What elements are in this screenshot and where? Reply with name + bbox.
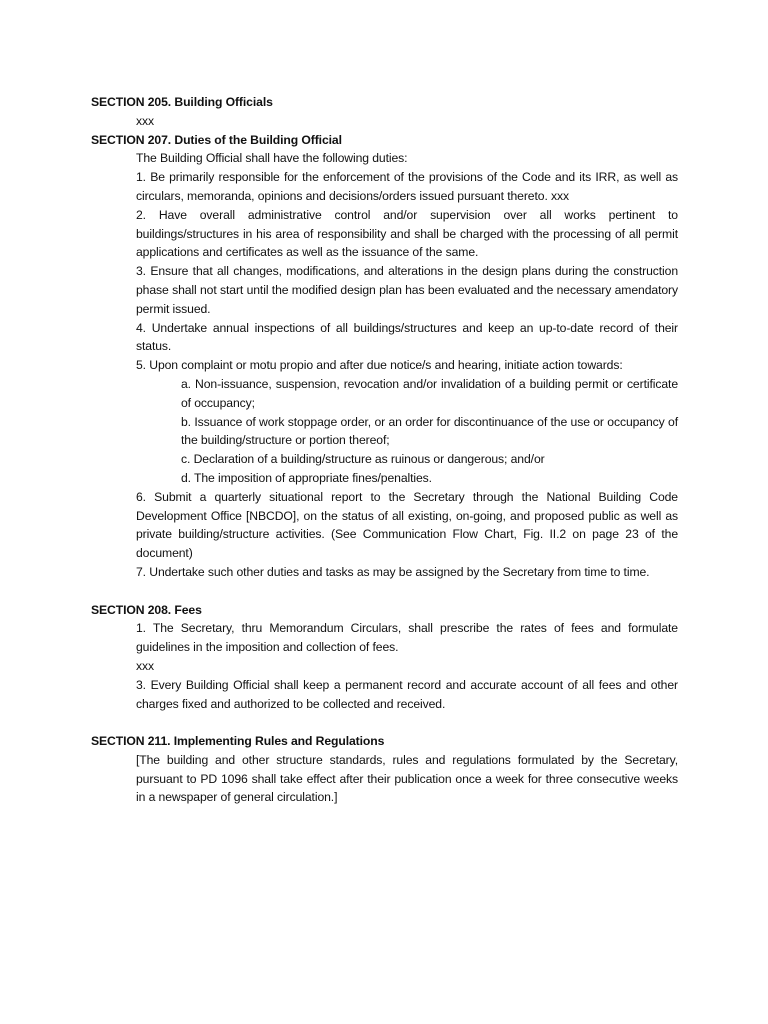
duty-item-5: 5. Upon complaint or motu propio and after due notice/s and hearing, initiate action towards:: [136, 358, 623, 373]
duty-item-3: 3. Ensure that all changes, modifications, and alterations in the design plans during the construction phase shall not start until the modified design plan has been evaluated and the necessary amendatory permit issued.: [136, 264, 678, 316]
section-207-title: SECTION 207. Duties of the Building Official: [91, 132, 342, 147]
section-spacer: [91, 713, 678, 732]
duty-subitem-c: c. Declaration of a building/structure as ruinous or dangerous; and/or: [181, 452, 545, 467]
section-205-title: SECTION 205. Building Officials: [91, 95, 273, 109]
section-211-body: [The building and other structure standards, rules and regulations formulated by the Secretary, pursuant to PD 1096 shall take effect after their publication once a week for three consecutive weeks in a newspaper of general circulation.]: [136, 752, 678, 805]
duty-item-1: 1. Be primarily responsible for the enforcement of the provisions of the Code and its IRR, as well as circulars, memoranda, opinions and decisions/orders issued pursuant thereto. xxx: [136, 170, 678, 203]
section-211-title: SECTION 211. Implementing Rules and Regulations: [91, 734, 385, 749]
section-208-title: SECTION 208. Fees: [91, 602, 202, 617]
duty-item-4: 4. Undertake annual inspections of all buildings/structures and keep an up-to-date record of their status.: [136, 320, 678, 354]
document-page: [91, 93, 678, 807]
fees-item-1: 1. The Secretary, thru Memorandum Circulars, shall prescribe the rates of fees and formulate guidelines in the imposition and collection of fees.: [136, 621, 678, 655]
section-207-intro: The Building Official shall have the following duties:: [136, 151, 408, 166]
fees-item-3: 3. Every Building Official shall keep a permanent record and accurate account of all fees and other charges fixed and authorized to be collected and received.: [136, 677, 678, 711]
duty-item-2: 2. Have overall administrative control and/or supervision over all works pertinent to buildings/structures in his area of responsibility and shall be charged with the processing of all permit applications and certificates as well as the issuance of the same.: [136, 207, 678, 260]
duty-subitem-a: a. Non-issuance, suspension, revocation and/or invalidation of a building permit or certificate of occupancy;: [181, 376, 678, 410]
section-spacer: [91, 582, 678, 601]
duty-subitem-b: b. Issuance of work stoppage order, or an order for discontinuance of the use or occupancy of the building/structure or portion thereof;: [181, 414, 678, 448]
duty-item-7: 7. Undertake such other duties and tasks as may be assigned by the Secretary from time to time.: [136, 564, 650, 579]
duty-subitem-d: d. The imposition of appropriate fines/penalties.: [181, 470, 432, 485]
duty-item-6: 6. Submit a quarterly situational report to the Secretary through the National Building Code Development Office [NBCDO], on the status of all existing, on-going, and proposed public as well as private building/structure activities. (See Communication Flow Chart, Fig. II.2 on page 23 of the document): [136, 489, 678, 561]
section-205-ellipsis: xxx: [136, 113, 154, 128]
section-208-ellipsis: xxx: [136, 658, 154, 673]
